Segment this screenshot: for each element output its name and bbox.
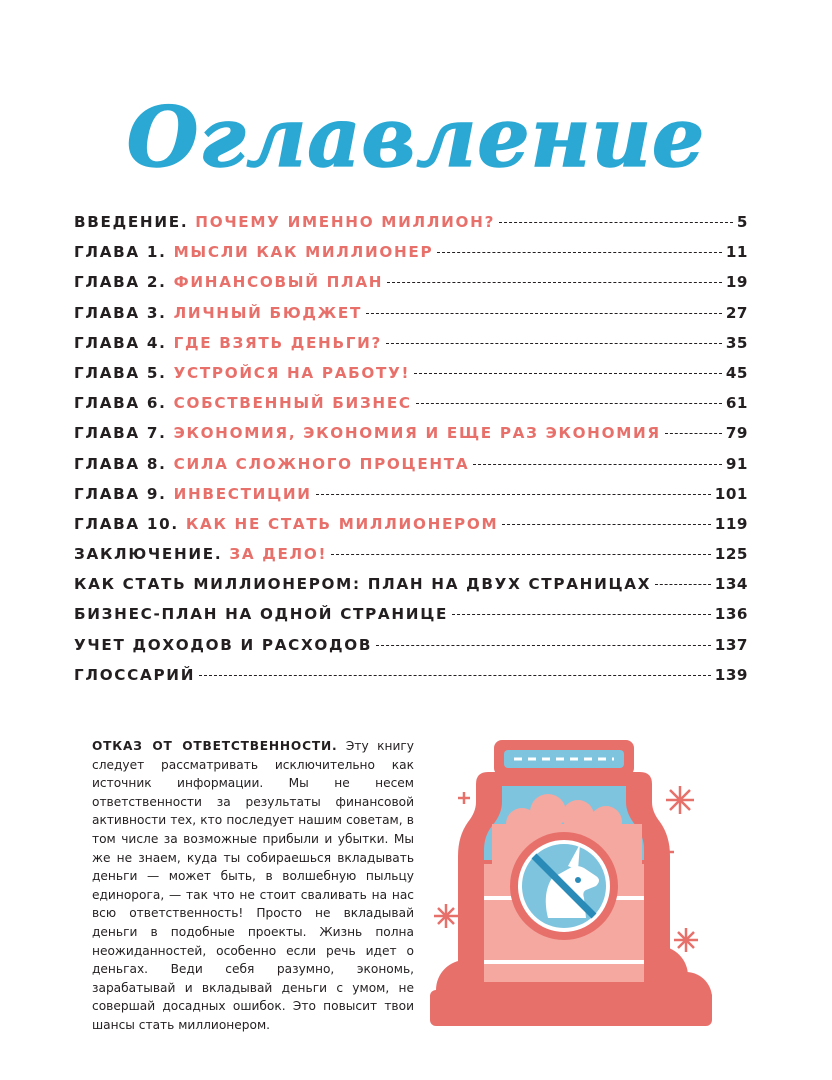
- toc-entry-label: ВВЕДЕНИЕ.: [74, 213, 189, 231]
- toc-entry-label: ГЛАВА 9.: [74, 484, 167, 503]
- toc-entry-page-number: 11: [725, 243, 748, 262]
- toc-entry-leader: [502, 524, 710, 525]
- toc-entry-page-number: 125: [714, 545, 748, 564]
- toc-entry[interactable]: [74, 509, 748, 539]
- toc-entry-leader: [655, 584, 711, 585]
- toc-entry-chapter-title: ФИНАНСОВЫЙ ПЛАН: [173, 273, 384, 292]
- toc-entry-leader: [499, 222, 733, 223]
- toc-entry-leader: [366, 313, 722, 314]
- toc-entry-chapter-title: СОБСТВЕННЫЙ БИЗНЕС: [173, 394, 412, 413]
- toc-entry-leader: [199, 675, 711, 676]
- toc-entry-chapter-title: ГДЕ ВЗЯТЬ ДЕНЬГИ?: [173, 333, 383, 352]
- toc-entry-page-number: 35: [725, 333, 748, 352]
- toc-entry-label: ГЛАВА 7.: [74, 424, 167, 443]
- toc-entry-page-number: 45: [725, 363, 748, 382]
- toc-entry-leader: [316, 494, 711, 495]
- toc-entry[interactable]: [74, 328, 748, 358]
- toc-entry-chapter-title: МЫСЛИ КАК МИЛЛИОНЕР: [173, 243, 434, 262]
- toc-entry-page-number: 79: [725, 424, 748, 443]
- toc-entry-leader: [665, 433, 722, 434]
- toc-entry-chapter-title: ИНВЕСТИЦИИ: [173, 484, 312, 503]
- disclaimer: [92, 737, 414, 1035]
- jar-unicorn-icon: [418, 728, 718, 1030]
- page-title-lettering: [0, 88, 832, 198]
- toc-entry-chapter-title: ПОЧЕМУ ИМЕННО МИЛЛИОН?: [195, 213, 496, 231]
- toc-entry[interactable]: [74, 418, 748, 448]
- toc-entry-chapter-title: КАК НЕ СТАТЬ МИЛЛИОНЕРОМ: [185, 514, 499, 533]
- toc-entry-leader: [331, 554, 711, 555]
- toc-entry-page-number: 101: [714, 484, 748, 503]
- toc-entry[interactable]: [74, 479, 748, 509]
- toc-entry-leader: [452, 614, 711, 615]
- toc-entry-leader: [387, 282, 722, 283]
- toc-entry[interactable]: [74, 660, 748, 690]
- toc-entry[interactable]: [74, 207, 748, 237]
- toc-entry-page-number: 119: [714, 514, 748, 533]
- disclaimer-body: Эту книгу следует рассматривать исключительно как источник информации. Мы не несем ответственности за результаты финансовой активности тех, кто последует нашим советам, в том числе за возможные прибыли и убытки. Мы же не знаем, куда ты собираешься вкладывать деньги — может быть, в волшебную пыльцу единорога, — так что не стоит сваливать на нас всю ответственность! Просто не вкладывай деньги в подобные проекты. Жизнь полна неожиданностей, особенно если речь идет о деньгах. Веди себя разумно, экономь, зарабатывай и вкладывай деньги с умом, не совершай досадных ошибок. Это повысит твои шансы стать миллионером.: [92, 739, 415, 1032]
- toc-entry-page-number: 91: [725, 454, 748, 473]
- disclaimer-heading: ОТКАЗ ОТ ОТВЕТСТВЕННОСТИ.: [92, 739, 338, 753]
- toc-entry-label: УЧЕТ ДОХОДОВ И РАСХОДОВ: [74, 635, 373, 654]
- toc-entry-label: ЗАКЛЮЧЕНИЕ.: [74, 545, 223, 564]
- toc-entry-leader: [473, 464, 722, 465]
- toc-entry-leader: [376, 645, 711, 646]
- toc-entry[interactable]: [74, 449, 748, 479]
- toc-entry-label: ГЛАВА 3.: [74, 303, 167, 322]
- toc-entry-leader: [416, 403, 722, 404]
- toc-entry-label: ГЛАВА 4.: [74, 333, 167, 352]
- toc-entry-label: ГЛОССАРИЙ: [74, 665, 196, 684]
- toc-entry-chapter-title: ЗА ДЕЛО!: [229, 545, 328, 564]
- table-of-contents: [74, 207, 748, 690]
- toc-entry-chapter-title: СИЛА СЛОЖНОГО ПРОЦЕНТА: [173, 454, 470, 473]
- toc-entry-label: БИЗНЕС-ПЛАН НА ОДНОЙ СТРАНИЦЕ: [74, 605, 449, 624]
- toc-entry[interactable]: [74, 358, 748, 388]
- toc-entry[interactable]: [74, 298, 748, 328]
- toc-entry[interactable]: [74, 237, 748, 267]
- toc-entry-label: ГЛАВА 1.: [74, 243, 167, 262]
- toc-entry[interactable]: [74, 388, 748, 418]
- toc-entry-label: ГЛАВА 2.: [74, 273, 167, 292]
- toc-entry-label: ГЛАВА 5.: [74, 363, 167, 382]
- toc-entry-page-number: 61: [725, 394, 748, 413]
- toc-entry-page-number: 134: [714, 575, 748, 594]
- toc-entry-page-number: 27: [725, 303, 748, 322]
- toc-entry-leader: [414, 373, 722, 374]
- toc-entry-page-number: 136: [714, 605, 748, 624]
- toc-entry-leader: [437, 252, 722, 253]
- toc-entry[interactable]: [74, 539, 748, 569]
- toc-entry-page-number: 5: [736, 213, 748, 231]
- toc-entry[interactable]: [74, 630, 748, 660]
- toc-entry-chapter-title: ЭКОНОМИЯ, ЭКОНОМИЯ И ЕЩЕ РАЗ ЭКОНОМИЯ: [173, 424, 661, 443]
- toc-entry[interactable]: [74, 569, 748, 599]
- toc-entry-label: ГЛАВА 10.: [74, 514, 179, 533]
- toc-entry-page-number: 19: [725, 273, 748, 292]
- toc-entry-page-number: 139: [714, 665, 748, 684]
- toc-entry-page-number: 137: [714, 635, 748, 654]
- toc-entry[interactable]: [74, 599, 748, 629]
- page-title-text: Оглавление: [126, 90, 706, 186]
- toc-entry-chapter-title: УСТРОЙСЯ НА РАБОТУ!: [173, 363, 411, 382]
- page-title: [0, 88, 832, 198]
- toc-entry-label: КАК СТАТЬ МИЛЛИОНЕРОМ: ПЛАН НА ДВУХ СТРАНИЦАХ: [74, 575, 652, 594]
- toc-entry[interactable]: [74, 267, 748, 297]
- toc-entry-chapter-title: ЛИЧНЫЙ БЮДЖЕТ: [173, 303, 363, 322]
- toc-entry-leader: [386, 343, 722, 344]
- toc-entry-label: ГЛАВА 8.: [74, 454, 167, 473]
- toc-entry-label: ГЛАВА 6.: [74, 394, 167, 413]
